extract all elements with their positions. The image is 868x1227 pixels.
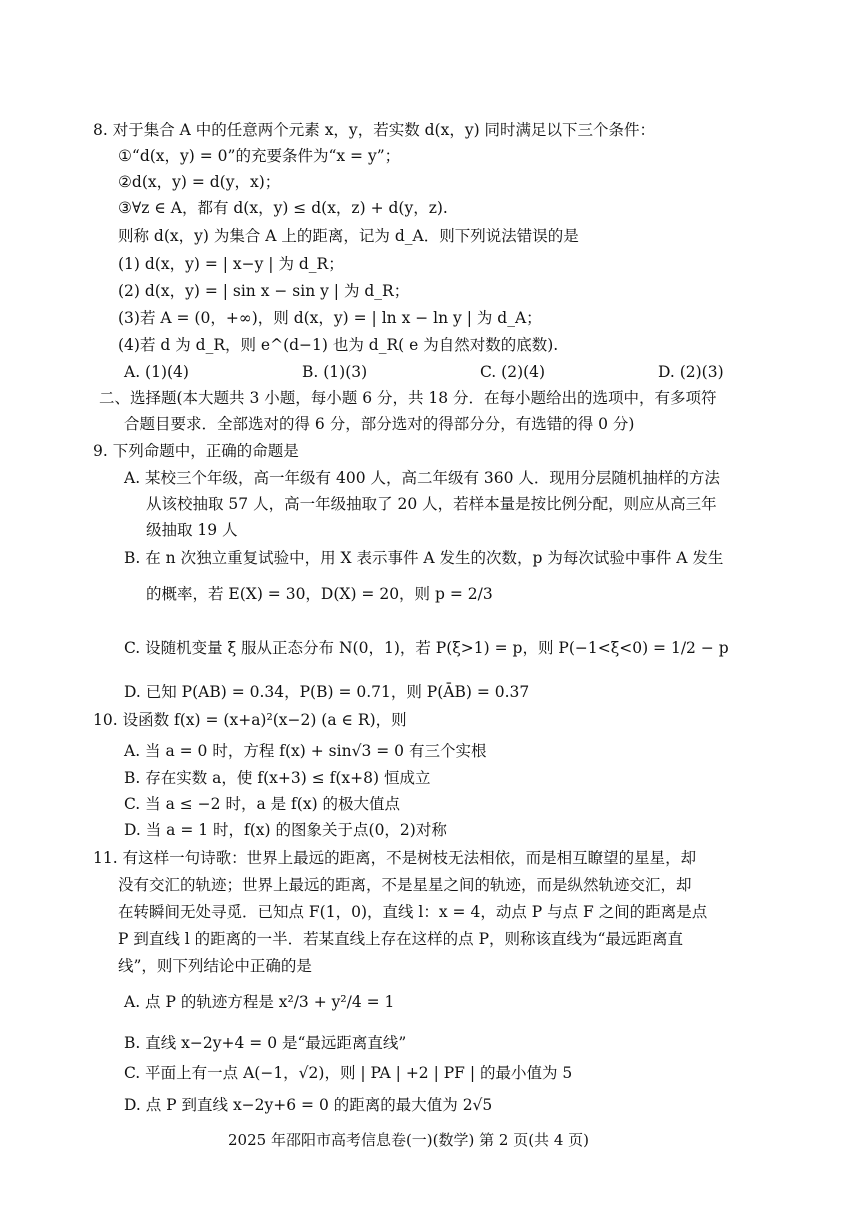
q8-option-d: D. (2)(3) (658, 363, 724, 381)
q9-stem: 9. 下列命题中，正确的命题是 (93, 442, 299, 460)
q8-statement-1: (1) d(x，y) = | x−y | 为 d_R； (118, 255, 344, 273)
q8-option-b: B. (1)(3) (302, 363, 368, 381)
q8-statement-4: (4)若 d 为 d_R，则 e^(d−1) 也为 d_R( e 为自然对数的底数). (118, 336, 559, 354)
q8-option-c: C. (2)(4) (480, 363, 546, 381)
section-2-instructions: 合题目要求．全部选对的得 6 分，部分选对的得部分分，有选错的得 0 分) (124, 415, 635, 433)
q9-option-a-cont-1: 从该校抽取 57 人，高一年级抽取了 20 人，若样本量是按比例分配，则应从高三年 (146, 495, 717, 513)
q8-stem: 8. 对于集合 A 中的任意两个元素 x，y，若实数 d(x，y) 同时满足以下三个条件： (93, 121, 656, 139)
q11-stem-3: 在转瞬间无处寻觅．已知点 F(1，0)，直线 l：x = 4，动点 P 与点 F 之间的距离是点 (118, 903, 708, 921)
q11-option-a: A. 点 P 的轨迹方程是 x²/3 + y²/4 = 1 (124, 993, 395, 1011)
q11-stem-1: 11. 有这样一句诗歌：世界上最远的距离，不是树枝无法相依，而是相互瞭望的星星，却 (93, 849, 697, 867)
q9-option-a: A. 某校三个年级，高一年级有 400 人，高二年级有 360 人．现用分层随机抽样的方法 (124, 469, 720, 487)
q10-option-d: D. 当 a = 1 时，f(x) 的图象关于点(0，2)对称 (124, 821, 447, 839)
q8-condition-3: ③∀z ∈ A，都有 d(x，y) ≤ d(x，z) + d(y，z). (118, 199, 448, 217)
q8-condition-2: ②d(x，y) = d(y，x)； (118, 173, 281, 191)
q9-option-c: C. 设随机变量 ξ 服从正态分布 N(0，1)，若 P(ξ>1) = p，则 P(−1<ξ<0) = 1/2 − p (124, 639, 729, 657)
q11-stem-2: 没有交汇的轨迹；世界上最远的距离，不是星星之间的轨迹，而是纵然轨迹交汇，却 (118, 876, 692, 894)
q11-stem-4: P 到直线 l 的距离的一半．若某直线上存在这样的点 P，则称该直线为“最远距离直 (118, 930, 683, 948)
q11-stem-5: 线”，则下列结论中正确的是 (118, 957, 312, 975)
q8-statement-2: (2) d(x，y) = | sin x − sin y | 为 d_R； (118, 282, 410, 300)
q11-option-c: C. 平面上有一点 A(−1，√2)，则 | PA | +2 | PF | 的最小值为 5 (124, 1064, 573, 1082)
q10-option-a: A. 当 a = 0 时，方程 f(x) + sin√3 = 0 有三个实根 (124, 742, 487, 760)
q8-definition: 则称 d(x，y) 为集合 A 上的距离，记为 d_A．则下列说法错误的是 (118, 227, 579, 245)
q8-option-a: A. (1)(4) (124, 363, 189, 381)
q9-option-d: D. 已知 P(AB) = 0.34，P(B) = 0.71，则 P(ĀB) = 0.37 (124, 683, 530, 701)
q11-option-d: D. 点 P 到直线 x−2y+6 = 0 的距离的最大值为 2√5 (124, 1096, 493, 1114)
q9-option-a-cont-2: 级抽取 19 人 (146, 521, 238, 539)
q8-statement-3: (3)若 A = (0，+∞)，则 d(x，y) = | ln x − ln y | 为 d_A； (118, 309, 542, 327)
q9-option-b-cont: 的概率，若 E(X) = 30，D(X) = 20，则 p = 2/3 (146, 585, 493, 603)
q10-option-b: B. 存在实数 a，使 f(x+3) ≤ f(x+8) 恒成立 (124, 769, 431, 787)
q11-option-b: B. 直线 x−2y+4 = 0 是“最远距离直线” (124, 1034, 407, 1052)
q10-option-c: C. 当 a ≤ −2 时，a 是 f(x) 的极大值点 (124, 795, 401, 813)
q10-stem: 10. 设函数 f(x) = (x+a)²(x−2) (a ∈ R)，则 (93, 711, 407, 729)
page-footer: 2025 年邵阳市高考信息卷(一)(数学) 第 2 页(共 4 页) (228, 1131, 589, 1149)
q8-options (124, 362, 744, 382)
section-2-heading: 二、选择题(本大题共 3 小题，每小题 6 分，共 18 分．在每小题给出的选项中，有多项符 (99, 389, 717, 407)
q8-condition-1: ①“d(x，y) = 0”的充要条件为“x = y”； (118, 147, 401, 165)
q9-option-b: B. 在 n 次独立重复试验中，用 X 表示事件 A 发生的次数，p 为每次试验中事件 A 发生 (124, 549, 724, 567)
